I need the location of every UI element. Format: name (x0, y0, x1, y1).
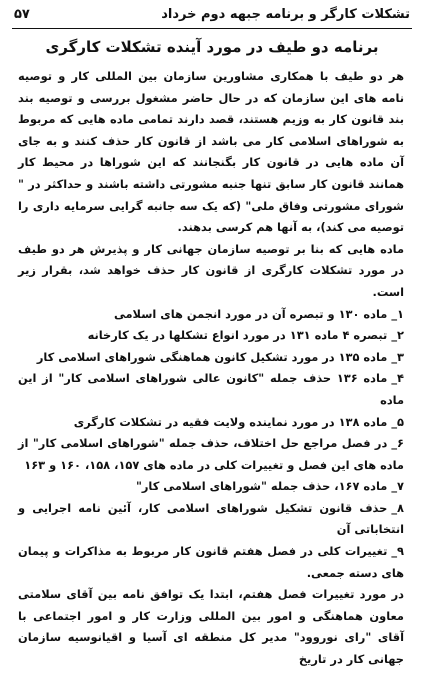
body-text (18, 66, 404, 671)
list-item-number: ۷_ (391, 479, 404, 494)
list-item (18, 347, 404, 369)
list-item (18, 433, 404, 476)
list-item-number: ۶_ (391, 436, 404, 451)
list-item-number: ۸_ (391, 500, 404, 515)
list-item (18, 412, 404, 434)
list-item-number: ۹_ (391, 544, 404, 559)
list-item-text: ماده ۱۳۶ حذف جمله "کانون عالی شوراهای اسلامی کار" از این ماده (18, 371, 404, 407)
page-header (14, 4, 410, 24)
list-item (18, 498, 404, 541)
paragraph: ماده هایی که بنا بر توصیه سازمان جهانی کار و پذیرش هر دو طیف در مورد تشکلات کارگری از قانون کار حذف خواهد شد، بقرار زیر است. (18, 241, 404, 299)
list-item (18, 476, 404, 498)
list-item-text: ماده ۱۳۵ در مورد تشکیل کانون هماهنگی شوراهای اسلامی کار (36, 349, 388, 364)
list-item (18, 368, 404, 411)
list-item-number: ۴_ (391, 371, 404, 386)
list-item-number: ۲_ (391, 328, 404, 343)
header-title: تشکلات کارگر و برنامه جبهه دوم خرداد (161, 6, 410, 22)
list-item-text: در فصل مراجع حل اختلاف، حذف جمله "شوراهای اسلامی کار" از ماده های این فصل و تغییرات کلی در ماده های ۱۵۷، ۱۵۸، ۱۶۰ و ۱۶۳ (18, 436, 404, 472)
list-item-number: ۵_ (391, 414, 404, 429)
list-item-text: حذف قانون تشکیل شوراهای اسلامی کار، آئین نامه اجرایی و انتخاباتی آن (18, 500, 404, 537)
header-rule (12, 28, 412, 29)
list-item-text: ماده ۱۳۸ در مورد نماینده ولایت فقیه در تشکلات کارگری (73, 414, 388, 429)
paragraph: در مورد تغییرات فصل هفتم، ابتدا یک توافق نامه بین آقای سلامتی معاون هماهنگی و امور بین المللی وزارت کار و امور اجتماعی با آقای "رای نوروود" مدیر کل منطقه ای آسیا و اقیانوسیه سازمان جهانی کار در تاریخ (18, 587, 404, 667)
page-number: ۵۷ (14, 6, 30, 22)
paragraph: هر دو طیف با همکاری مشاورین سازمان بین المللی کار و توصیه نامه های این سازمان که در حال حاضر مشغول بررسی و توصیه بند بند قانون کار به وزیم هستند، قصد دارند تمامی ماده هایی که مربوط به شوراهای اسلامی کار می باشد از قانون کار حذف کنند و به جای آن ماده هایی در قانون کار بگنجانند که این شوراها در محیط کار همانند قانون کار سابق تنها جنبه مشورتی داشته باشند و حداکثر در " شورای مشورتی وفاق ملی" (که یک سه جانبه گرایی سرمایه داری را توصیه می کند)، به آنها هم کرسی بدهند. (18, 69, 404, 235)
list-item-text: تبصره ۴ ماده ۱۳۱ در مورد انواع تشکلها در یک کارخانه (87, 328, 388, 343)
section-heading: برنامه دو طیف در مورد آینده تشکلات کارگری (45, 38, 379, 56)
list-item-text: ماده ۱۳۰ و تبصره آن در مورد انجمن های اسلامی (113, 306, 388, 321)
list-item (18, 304, 404, 326)
list-item-number: ۱_ (391, 306, 404, 321)
list-item-number: ۳_ (391, 349, 404, 364)
list-item-text: تغییرات کلی در فصل هفتم قانون کار مربوط به مذاکرات و پیمان های دسته جمعی. (18, 544, 404, 580)
list-item (18, 541, 404, 584)
list-item-text: ماده ۱۶۷، حذف جمله "شوراهای اسلامی کار" (135, 479, 388, 494)
list-item (18, 325, 404, 347)
